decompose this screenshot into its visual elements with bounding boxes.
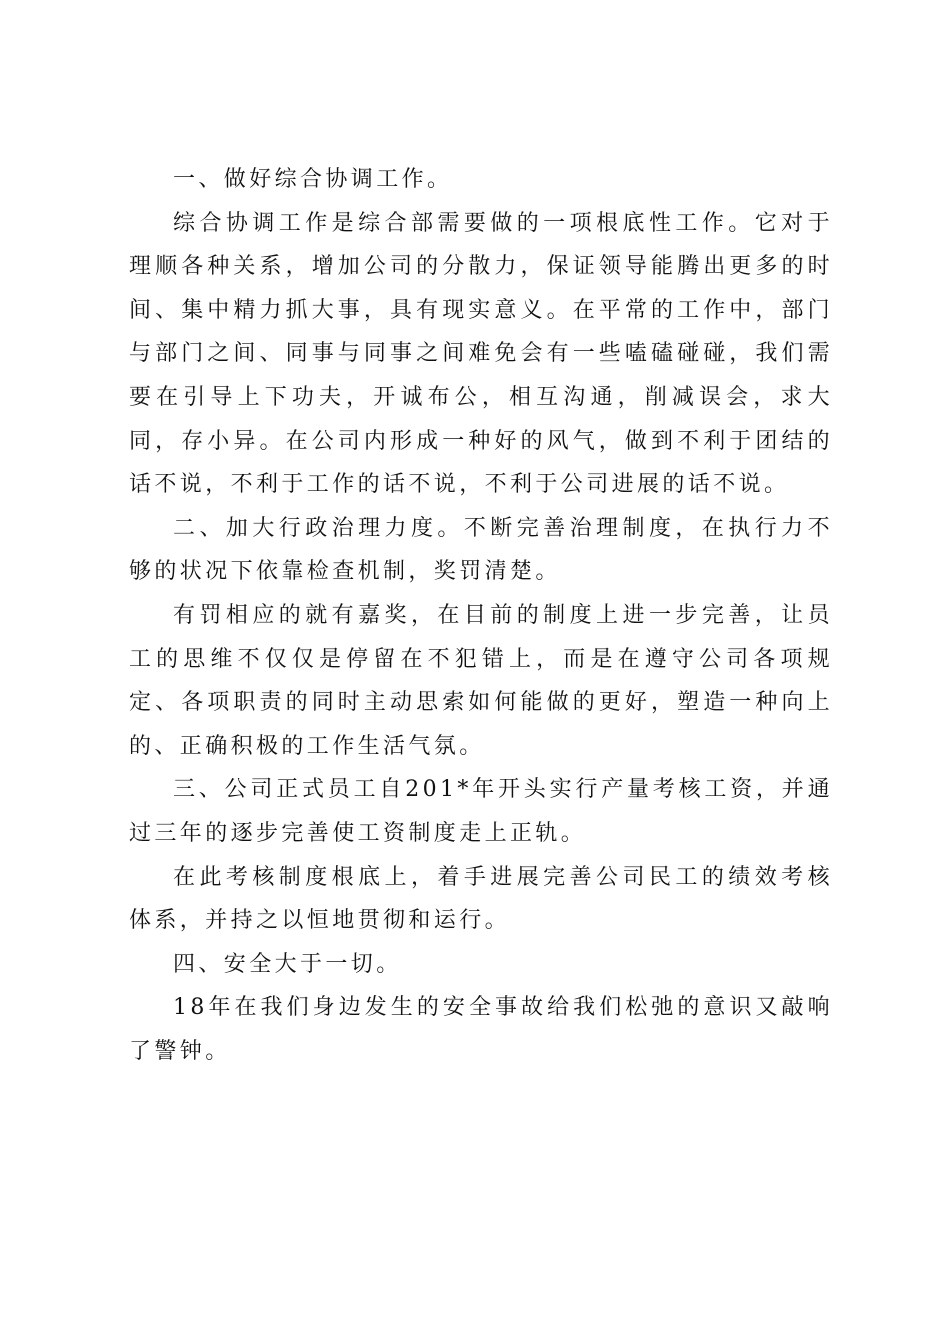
section-heading-2: 二、加大行政治理力度。不断完善治理制度，在执行力不够的状况下依靠检查机制，奖罚清楚。 (129, 515, 833, 585)
section-heading-4: 四、安全大于一切。 (173, 951, 402, 977)
document-body (129, 158, 833, 1073)
paragraph-rewards: 有罚相应的就有嘉奖，在目前的制度上进一步完善，让员工的思维不仅仅是停留在不犯错上，而是在遵守公司各项规定、各项职责的同时主动思索如何能做的更好，塑造一种向上的、正确积极的工作生活气氛。 (129, 602, 833, 759)
section-heading-3: 三、公司正式员工自201*年开头实行产量考核工资，并通过三年的逐步完善使工资制度走上正轨。 (129, 777, 833, 846)
paragraph-safety: 18年在我们身边发生的安全事故给我们松弛的意识又敲响了警钟。 (129, 995, 833, 1064)
section-heading-1: 一、做好综合协调工作。 (173, 167, 453, 192)
paragraph-assessment: 在此考核制度根底上，着手进展完善公司民工的绩效考核体系，并持之以恒地贯彻和运行。 (129, 864, 833, 934)
paragraph-coordination: 综合协调工作是综合部需要做的一项根底性工作。它对于理顺各种关系，增加公司的分散力，保证领导能腾出更多的时间、集中精力抓大事，具有现实意义。在平常的工作中，部门与部门之间、同事与同事之间难免会有一些嗑磕碰碰，我们需要在引导上下功夫，开诚布公，相互沟通，削减误会，求大同，存小异。在公司内形成一种好的风气，做到不利于团结的话不说，不利于工作的话不说，不利于公司进展的话不说。 (129, 210, 833, 498)
